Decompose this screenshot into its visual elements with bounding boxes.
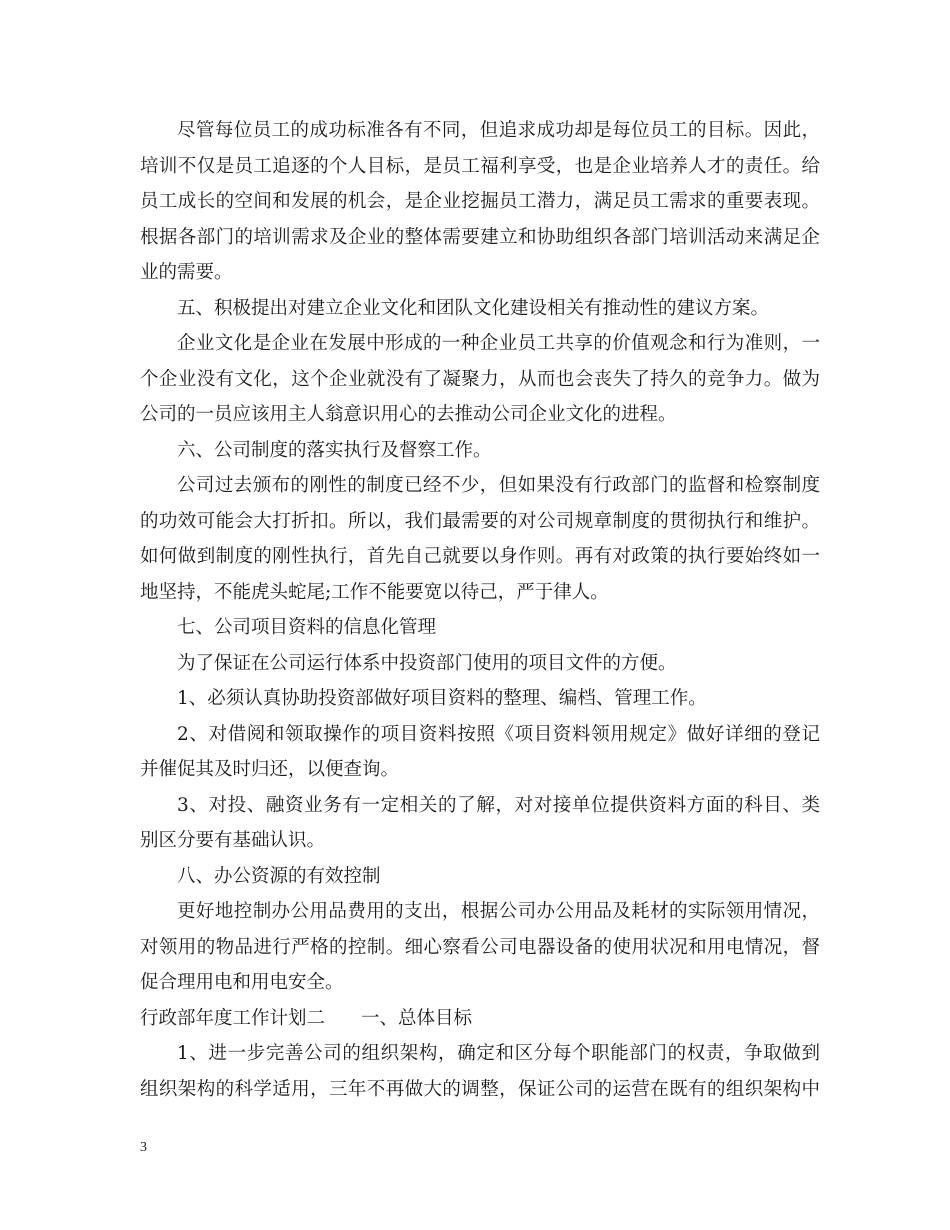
- text-line: 企业文化是企业在发展中形成的一种企业员工共享的价值观念和行为准则，一: [177, 333, 820, 354]
- text-line: 业的需要。: [140, 262, 233, 283]
- text-line: 五、积极提出对建立企业文化和团队文化建设相关有推动性的建议方案。: [177, 297, 770, 319]
- text-line: 地坚持，不能虎头蛇尾;工作不能要宽以待己，严于律人。: [140, 581, 609, 603]
- text-line: 八、办公资源的有效控制: [177, 865, 381, 887]
- text-line: 1、进一步完善公司的组织架构，确定和区分每个职能部门的权责，争取做到: [177, 1043, 820, 1064]
- text-line: 个企业没有文化，这个企业就没有了凝聚力，从而也会丧失了持久的竞争力。做为: [140, 368, 820, 390]
- plan-subtitle: 一、总体目标: [361, 1007, 473, 1029]
- paragraph-block-continued: [140, 1036, 820, 1107]
- text-line: 别区分要有基础认识。: [140, 830, 326, 851]
- text-line: 1、必须认真协助投资部做好项目资料的整理、编档、管理工作。: [177, 688, 707, 709]
- document-body: [140, 113, 820, 1107]
- text-line: 尽管每位员工的成功标准各有不同，但追求成功却是每位员工的目标。因此，: [177, 120, 820, 141]
- text-line: 2、对借阅和领取操作的项目资料按照《项目资料领用规定》做好详细的登记: [177, 723, 820, 745]
- text-line: 公司的一员应该用主人翁意识用心的去推动公司企业文化的进程。: [140, 404, 677, 425]
- plan-title: 行政部年度工作计划二: [140, 1007, 326, 1029]
- text-line: 对领用的物品进行严格的控制。细心察看公司电器设备的使用状况和用电情况，督: [140, 936, 820, 958]
- text-line: 根据各部门的培训需求及企业的整体需要建立和协助组织各部门培训活动来满足企: [140, 226, 820, 248]
- text-line: 更好地控制办公用品费用的支出，根据公司办公用品及耗材的实际领用情况，: [177, 901, 820, 922]
- text-line: 并催促其及时归还，以便查询。: [140, 759, 400, 780]
- text-line: 组织架构的科学适用，三年不再做大的调整，保证公司的运营在既有的组织架构中: [140, 1078, 820, 1100]
- paragraph-block: [140, 113, 820, 1001]
- text-line: 的功效可能会大打折扣。所以，我们最需要的对公司规章制度的贯彻执行和维护。: [140, 510, 820, 532]
- plan-heading-line: [140, 1001, 820, 1037]
- text-line: 员工成长的空间和发展的机会，是企业挖掘员工潜力，满足员工需求的重要表现。: [140, 191, 820, 212]
- text-line: 促合理用电和用电安全。: [140, 972, 344, 993]
- text-line: 3、对投、融资业务有一定相关的了解，对对接单位提供资料方面的科目、类: [177, 794, 820, 816]
- text-line: 培训不仅是员工追逐的个人目标，是员工福利享受，也是企业培养人才的责任。给: [140, 155, 820, 177]
- text-line: 为了保证在公司运行体系中投资部门使用的项目文件的方便。: [177, 652, 677, 674]
- text-line: 公司过去颁布的刚性的制度已经不少，但如果没有行政部门的监督和检察制度: [177, 475, 820, 496]
- text-line: 七、公司项目资料的信息化管理: [177, 617, 437, 638]
- page-number: 3: [140, 1140, 147, 1155]
- text-line: 六、公司制度的落实执行及督察工作。: [177, 439, 492, 461]
- text-line: 如何做到制度的刚性执行，首先自己就要以身作则。再有对政策的执行要始终如一: [140, 546, 820, 567]
